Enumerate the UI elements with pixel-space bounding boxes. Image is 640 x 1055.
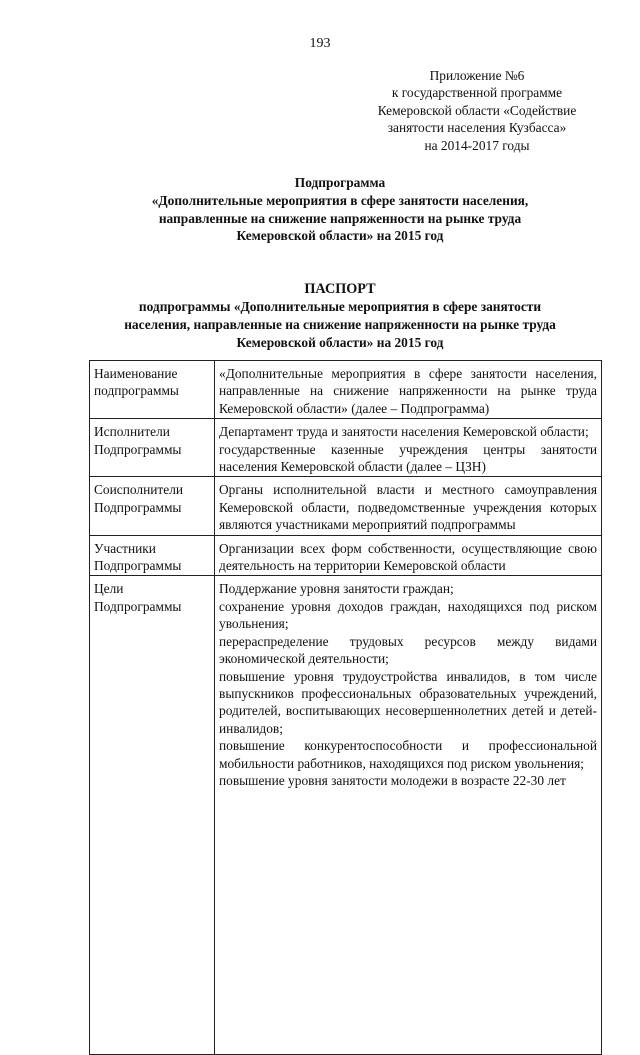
- passport-table: [89, 360, 602, 1055]
- table-row: [90, 535, 602, 576]
- row-label: Участники Подпрограммы: [90, 535, 215, 576]
- row-value-line: Органы исполнительной власти и местного самоуправления Кемеровской области, подведомственные учреждения которых являются участниками мероприятий подпрограммы: [219, 482, 597, 533]
- subprogram-heading-line: Кемеровской области» на 2015 год: [236, 228, 444, 244]
- row-value-line: сохранение уровня доходов граждан, находящихся под риском увольнения;: [219, 598, 597, 632]
- row-value-line: перераспределение трудовых ресурсов между видами экономической деятельности;: [219, 633, 597, 667]
- subprogram-heading-line: направленные на снижение напряженности на рынке труда: [158, 210, 522, 226]
- passport-heading-line: Кемеровской области» на 2015 год: [236, 334, 444, 350]
- passport-title: ПАСПОРТ: [304, 281, 376, 297]
- row-value: [215, 419, 602, 477]
- row-label: Наименование подпрограммы: [90, 361, 215, 419]
- row-value-line: Поддержание уровня занятости граждан;: [219, 581, 454, 597]
- row-value-line: повышение конкурентоспособности и профессиональной мобильности работников, находящихся под риском увольнения;: [219, 738, 597, 771]
- row-value-line: Организации всех форм собственности, осуществляющие свою деятельность на территории Кемеровской области: [219, 540, 597, 574]
- table-row: [90, 419, 602, 477]
- passport-heading-line: подпрограммы «Дополнительные мероприятия в сфере занятости: [138, 299, 542, 314]
- appendix-line: занятости населения Кузбасса»: [387, 120, 567, 136]
- appendix-line: Кемеровской области «Содействие: [377, 102, 577, 118]
- row-label: Исполнители Подпрограммы: [90, 419, 215, 477]
- row-value-line: Департамент труда и занятости населения Кемеровской области;: [219, 424, 589, 440]
- page-number: 193: [309, 36, 331, 51]
- passport-heading-line: населения, направленные на снижение напряженности на рынке труда: [124, 316, 556, 332]
- row-value: [215, 535, 602, 576]
- appendix-line: Приложение №6: [429, 68, 525, 83]
- subprogram-heading-line: «Дополнительные мероприятия в сфере занятости населения,: [151, 192, 529, 208]
- row-value: [215, 361, 602, 419]
- passport-heading: [60, 280, 620, 351]
- subprogram-heading: [60, 174, 620, 245]
- row-value-line: повышение уровня трудоустройства инвалидов, в том числе выпускников профессиональных образовательных учреждений, родителей, воспитывающих несовершеннолетних детей и детей-инвалидов;: [219, 668, 597, 736]
- row-value-line: повышение уровня занятости молодежи в возрасте 22-30 лет: [219, 772, 566, 788]
- row-value: [215, 576, 602, 1055]
- row-label: Соисполнители Подпрограммы: [90, 477, 215, 535]
- row-label: Цели Подпрограммы: [90, 576, 215, 1055]
- row-value-line: «Дополнительные мероприятия в сфере занятости населения, направленные на снижение напряженности на рынке труда Кемеровской области» (далее – Подпрограмма): [219, 366, 597, 416]
- appendix-line: к государственной программе: [391, 85, 563, 101]
- row-value-line: государственные казенные учреждения центры занятости населения Кемеровской области (далее – ЦЗН): [219, 441, 597, 475]
- table-row: [90, 477, 602, 535]
- table-row: [90, 361, 602, 419]
- appendix-line: на 2014-2017 годы: [424, 137, 530, 153]
- subprogram-heading-line: Подпрограмма: [294, 175, 386, 190]
- row-value: [215, 477, 602, 535]
- appendix-note: [352, 67, 602, 154]
- table-row: [90, 576, 602, 1055]
